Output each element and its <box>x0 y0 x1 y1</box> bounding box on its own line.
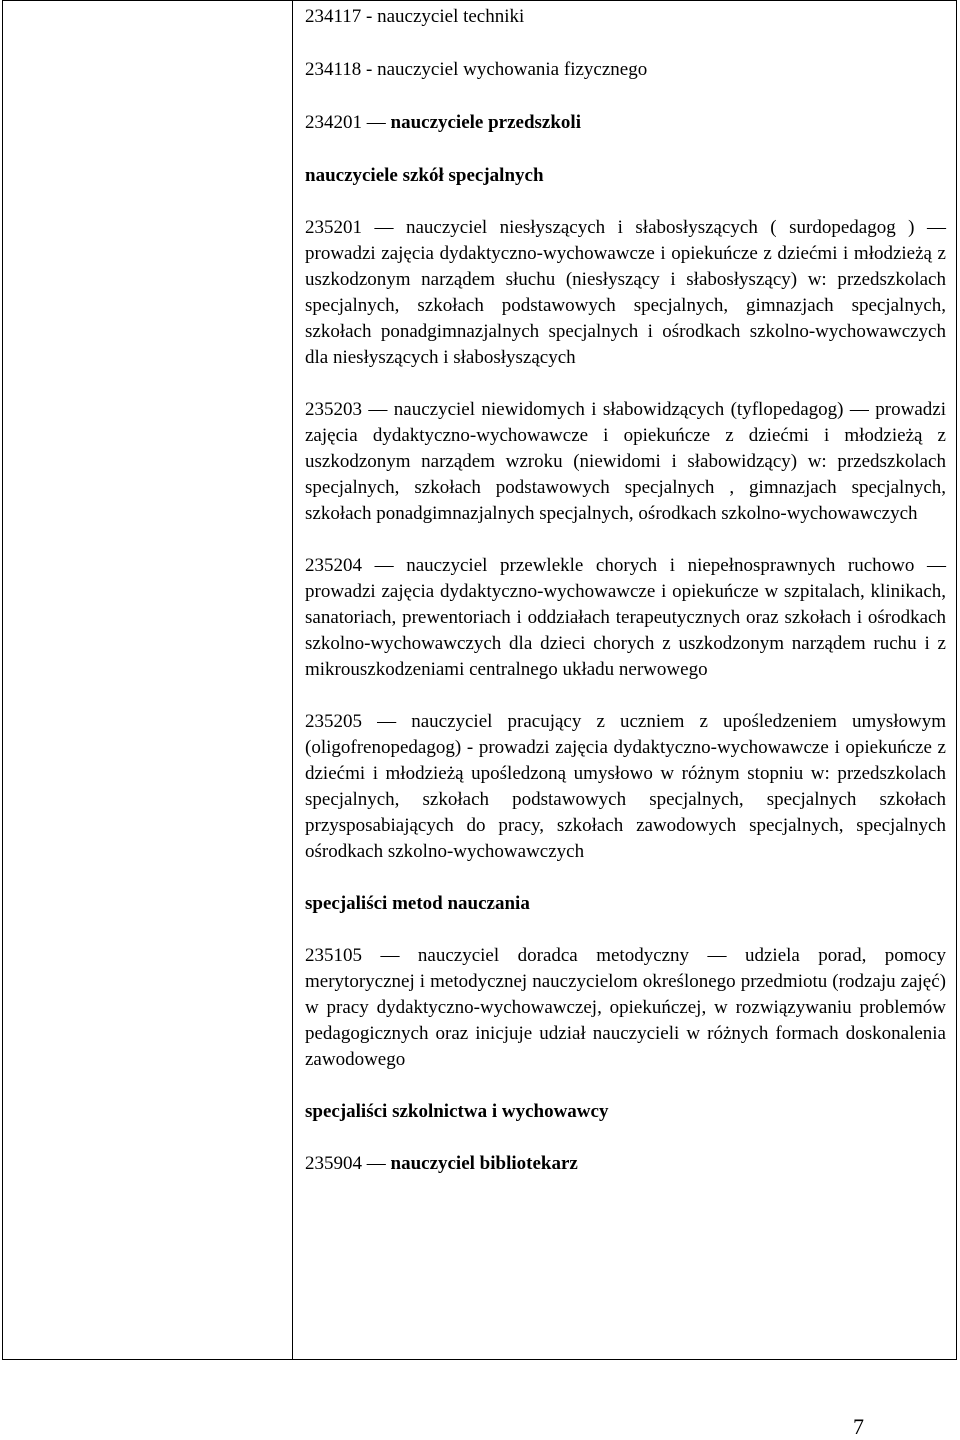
paragraph-235201: 235201 — nauczyciel niesłyszących i słabosłyszących ( surdopedagog ) — prowadzi zajęcia dydaktyczno-wychowawcze i opiekuńcze z dziećmi i młodzieżą z uszkodzonym narządem słuchu (niesłyszący i słabosłyszący) w: przedszkolach specjalnych, szkołach podstawowych specjalnych, gimnazjach specjalnych, szkołach ponadgimnazjalnych specjalnych i ośrodkach szkolno-wychowawczych dla niesłyszących i słabosłyszących <box>305 217 946 368</box>
heading-special-schools: nauczyciele szkół specjalnych <box>305 165 544 186</box>
left-column <box>3 1 293 1359</box>
paragraph-235204: 235204 — nauczyciel przewlekle chorych i niepełnosprawnych ruchowo — prowadzi zajęcia dydaktyczno-wychowawcze i opiekuńcze w szpitalach, klinikach, sanatoriach, prewentoriach i oddziałach terapeutycznych oraz szkołach i ośrodkach szkolno-wychowawczych dla dzieci chorych z uszkodzonym narządem ruchu i z mikrouszkodzeniami centralnego układu nerwowego <box>305 555 946 680</box>
entry-234201: 234201 — nauczyciele przedszkoli <box>305 112 581 133</box>
paragraph-235105: 235105 — nauczyciel doradca metodyczny — udziela porad, pomocy merytorycznej i metodycznej nauczycielom określonego przedmiotu (rodzaju zajęć) w pracy dydaktyczno-wychowawczej, opiekuńczej, w rozwiązywaniu problemów pedagogicznych oraz inicjuje udział nauczycieli w różnych formach doskonalenia zawodowego <box>305 945 946 1070</box>
page-number: 7 <box>853 1414 864 1439</box>
paragraph-235203: 235203 — nauczyciel niewidomych i słabowidzących (tyflopedagog) — prowadzi zajęcia dydaktyczno-wychowawcze i opiekuńcze z dziećmi i młodzieżą z uszkodzonym narządem wzroku (niewidomi i słabowidzący) w: przedszkolach specjalnych, szkołach podstawowych specjalnych , gimnazjach specjalnych, szkołach ponadgimnazjalnych specjalnych, ośrodkach szkolno-wychowawczych <box>305 399 946 524</box>
heading-schooling: specjaliści szkolnictwa i wychowawcy <box>305 1101 609 1122</box>
right-column <box>293 1 956 1359</box>
heading-methods: specjaliści metod nauczania <box>305 893 530 914</box>
entry-235904: 235904 — nauczyciel bibliotekarz <box>305 1153 578 1174</box>
entry-234118: 234118 - nauczyciel wychowania fizycznego <box>305 59 648 80</box>
document-table <box>2 0 957 1360</box>
paragraph-235205: 235205 — nauczyciel pracujący z uczniem z upośledzeniem umysłowym (oligofrenopedagog) - prowadzi zajęcia dydaktyczno-wychowawcze i opiekuńcze z dziećmi i młodzieżą upośledzoną umysłowo w różnym stopniu w: przedszkolach specjalnych, szkołach podstawowych specjalnych, specjalnych szkołach przysposabiających do pracy, szkołach zawodowych specjalnych, specjalnych ośrodkach szkolno-wychowawczych <box>305 711 946 862</box>
entry-234117: 234117 - nauczyciel techniki <box>305 6 525 27</box>
